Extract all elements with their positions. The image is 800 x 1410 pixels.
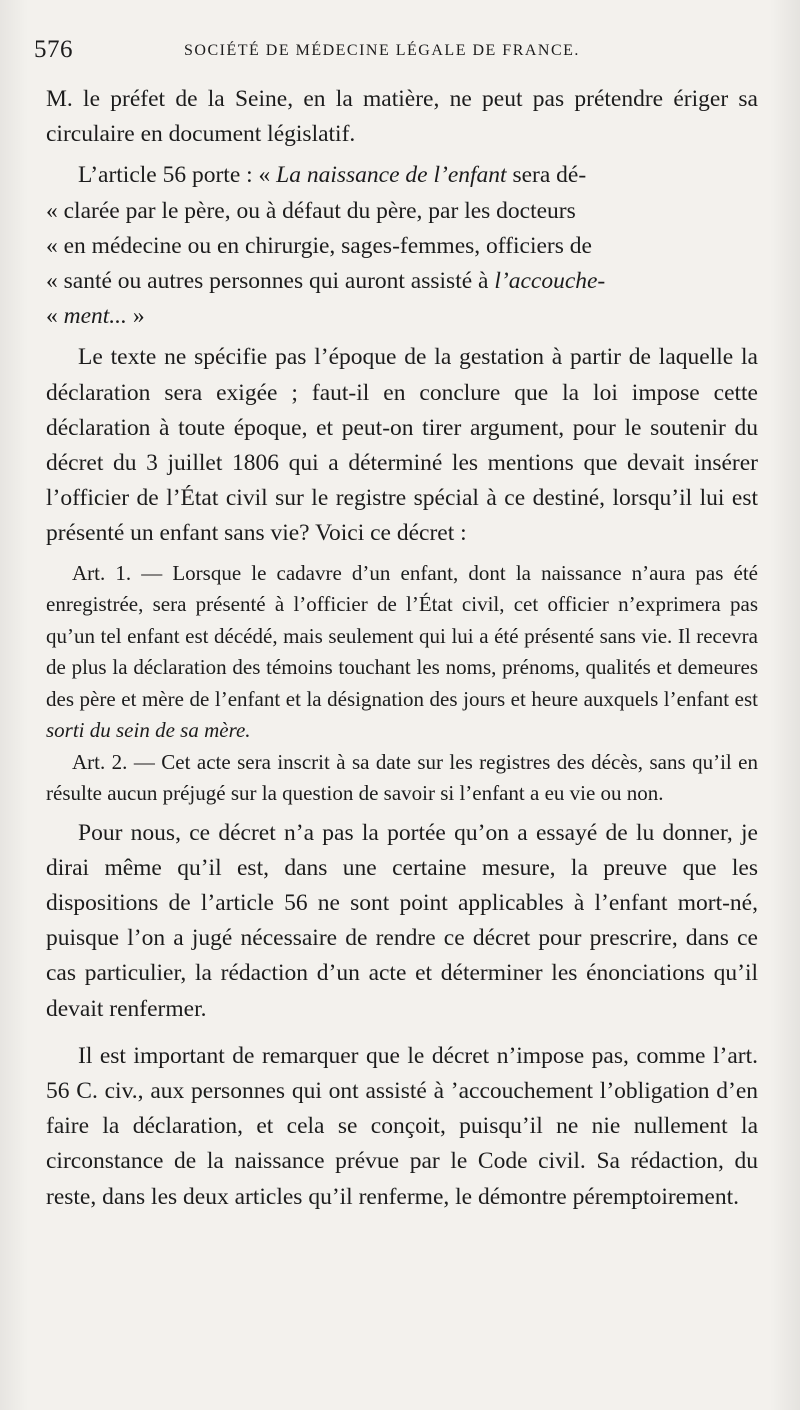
quote-italic-ment: ment... [63,303,127,330]
quote-rest-1: sera dé- [506,162,587,189]
quote-close-mark: » [126,303,145,330]
quote-line-4-text: « santé ou autres personnes qui auront assisté à [46,268,495,295]
paragraph-pour-nous: Pour nous, ce décret n’a pas la portée qu’on a essayé de lu donner, je dirai même qu’il est, dans une certaine mesure, la preuve que les dispositions de l’article 56 ne sont point applicables à l’enfant mort-né, puisque l’on a jugé nécessaire de rendre ce décret pour prescrire, dans ce cas particulier, la rédaction d’un acte et déterminer les énonciations qu’il devait renfermer. [46,819,758,1022]
paragraph-gestation: Le texte ne spécifie pas l’époque de la gestation à partir de laquelle la déclaration sera exigée ; faut-il en conclure que la loi impose cette déclaration à toute époque, et peut-on tirer argument, pour le soutenir du décret du 3 juillet 1806 qui a déterminé les mentions que devait insérer l’officier de l’État civil sur le registre spécial à ce destiné, lorsqu’il lui est présenté un enfant sans vie? Voici ce décret : [46,344,758,547]
quote-line-4 [46,264,758,299]
quote-line-3: « en médecine ou en chirurgie, sages-femmes, officiers de [46,232,592,259]
quote-open-mark: « [46,303,64,330]
decree-article-2: Art. 2. — Cet acte sera inscrit à sa date sur les registres des décès, sans qu’il en résulte aucun préjugé sur la question de savoir si l’enfant a eu vie ou non. [46,749,758,806]
decree-article-1 [46,558,758,747]
decree-article-1-italic: sorti du sein de sa mère. [46,718,251,743]
running-head: SOCIÉTÉ DE MÉDECINE LÉGALE DE FRANCE. [184,42,580,59]
page-number: 576 [34,36,73,63]
quote-italic-naissance: La naissance de l’enfant [276,162,507,189]
quote-line-1 [46,158,758,193]
quote-line-5 [46,299,758,334]
quote-intro: L’article 56 porte : « [78,162,277,189]
decree-article-1-text: Art. 1. — Lorsque le cadavre d’un enfant, dont la naissance n’aura pas été enregistrée, sera présenté à l’officier de l’État civil, cet officier n’exprimera pas qu’un tel enfant est décédé, mais seulement qui lui a été présenté sans vie. Il recevra de plus la déclaration des témoins touchant les noms, prénoms, qualités et demeures des père et mère de l’enfant et la désignation des jours et heure auxquels l’enfant est [46,560,758,711]
quote-italic-accouche: l’accouche- [494,268,606,295]
article-56-quote [46,158,758,334]
body-text [46,82,758,1215]
quote-line-2: « clarée par le père, ou à défaut du père, par les docteurs [46,197,576,224]
paragraph-important: Il est important de remarquer que le décret n’impose pas, comme l’art. 56 C. civ., aux personnes qui ont assisté à ’accouchement l’obligation d’en faire la déclaration, et cela se conçoit, puisqu’il ne nie nullement la circonstance de la naissance prévue par le Code civil. Sa rédaction, du reste, dans les deux articles qu’il renferme, le démontre péremptoirement. [46,1042,758,1210]
paragraph-prefet: M. le préfet de la Seine, en la matière, ne peut pas prétendre ériger sa circulaire en document législatif. [46,86,758,148]
page-header [34,36,794,68]
